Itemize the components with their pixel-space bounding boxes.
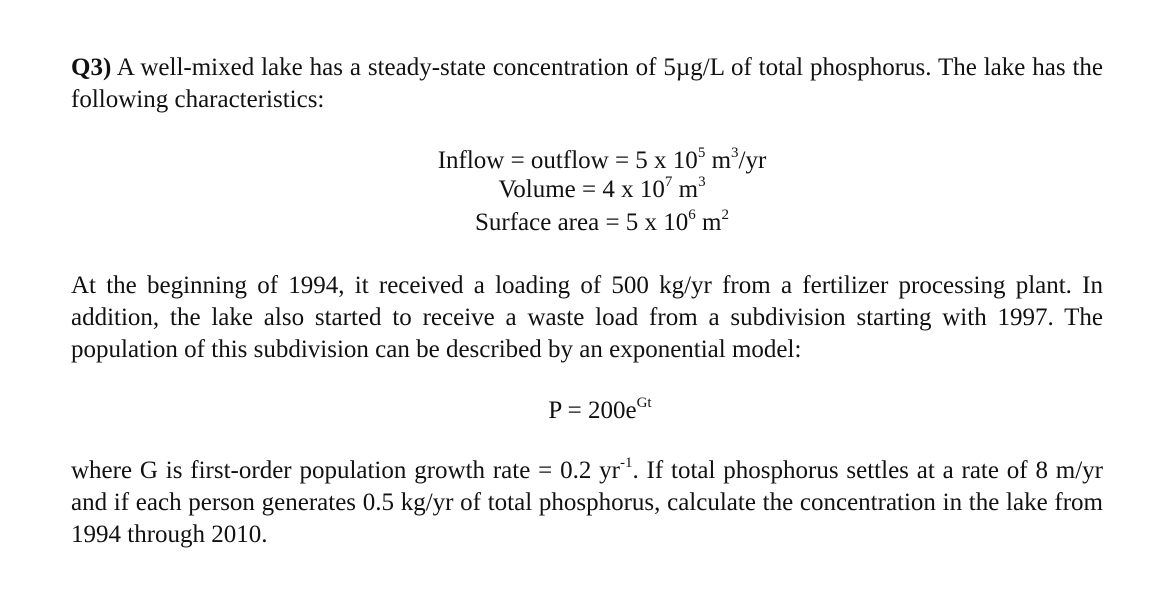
area-text: Surface area = 5 x 10 bbox=[474, 209, 689, 236]
flow-unit-tail: /yr bbox=[738, 147, 767, 174]
question-intro bbox=[71, 52, 1103, 116]
question-intro-text: A well-mixed lake has a steady-state concentration of 5µg/L of total phosphorus. The lake has the following characteristics: bbox=[71, 54, 1103, 113]
volume-equation bbox=[17, 174, 1170, 206]
flow-unit-exponent: 3 bbox=[731, 144, 739, 161]
loading-paragraph: At the beginning of 1994, it received a loading of 500 kg/yr from a fertilizer processing plant. In addition, the lake also started to receive a waste load from a subdivision starting with 1997. The population of this subdivision can be described by an exponential model: bbox=[71, 272, 1103, 363]
area-exponent: 6 bbox=[688, 206, 696, 223]
growth-rate-exponent: -1 bbox=[619, 454, 633, 471]
question-label: Q3) bbox=[71, 54, 112, 81]
volume-unit: m bbox=[672, 176, 699, 203]
area-unit: m bbox=[695, 209, 722, 236]
area-equation bbox=[17, 207, 1170, 239]
flow-equation bbox=[17, 145, 1170, 177]
volume-exponent: 7 bbox=[664, 173, 673, 190]
population-model bbox=[15, 395, 1170, 427]
flow-text: Inflow = outflow = 5 x 10 bbox=[437, 147, 698, 174]
volume-unit-exponent: 3 bbox=[698, 173, 706, 190]
volume-text: Volume = 4 x 10 bbox=[498, 176, 665, 203]
final-text-part2: . If total phosphorus settles at a rate of 8 m/yr and if each person generates 0.5 kg/yr of total phosphorus, calculate the concentration in the lake from 1994 through 2010. bbox=[71, 457, 1103, 548]
flow-unit: m bbox=[705, 147, 732, 174]
model-base: P = 200e bbox=[548, 397, 637, 424]
flow-exponent: 5 bbox=[697, 144, 706, 161]
model-exponent: Gt bbox=[636, 394, 652, 411]
final-paragraph bbox=[71, 455, 1103, 551]
area-unit-exponent: 2 bbox=[721, 206, 729, 223]
final-text-part1: where G is first-order population growth rate = 0.2 yr bbox=[71, 457, 620, 484]
